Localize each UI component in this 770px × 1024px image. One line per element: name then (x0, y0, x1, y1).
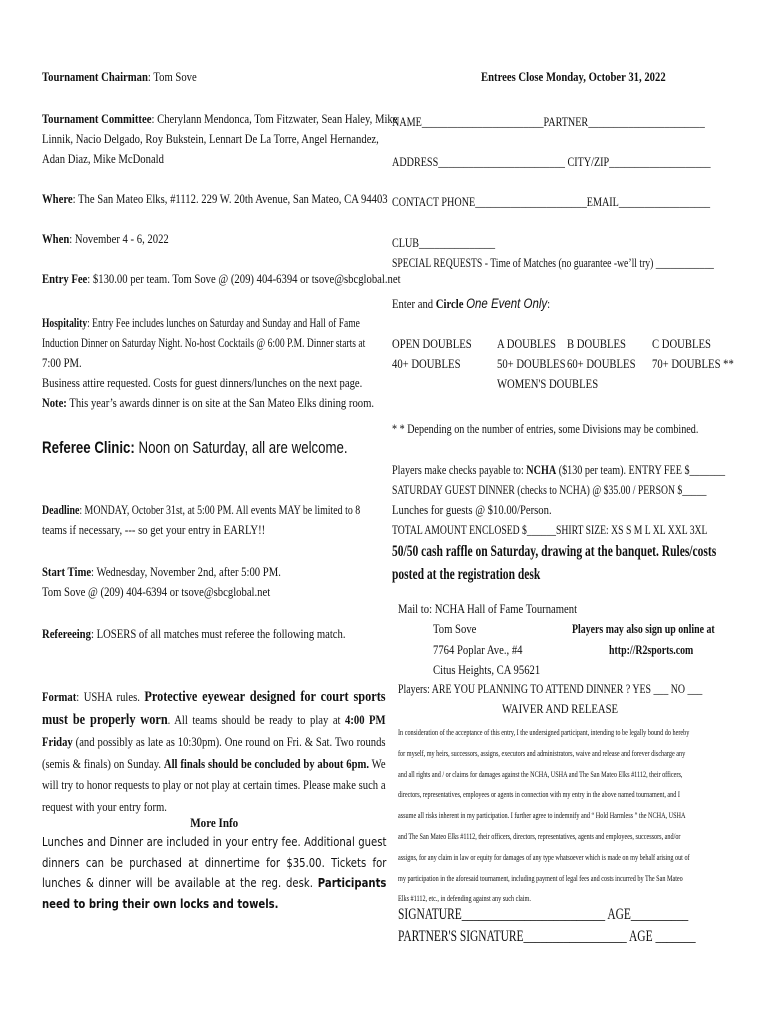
enter-suffix: : (547, 296, 551, 311)
more-info-heading (42, 813, 386, 833)
contact-email-field[interactable] (392, 192, 732, 212)
event-b-doubles[interactable]: B DOUBLES (567, 336, 626, 351)
hospitality-line-2: Induction Dinner on Saturday Night. No-host Cocktails @ 6:00 P.M. Dinner starts at (42, 335, 366, 350)
start-time-block (42, 562, 386, 602)
raffle-line-1: 50/50 cash raffle on Saturday, drawing at the banquet. Rules/costs (392, 543, 717, 560)
waiver-heading (502, 699, 644, 719)
one-event-only: One Event Only (466, 295, 548, 311)
divisions-note (392, 419, 732, 439)
start-time-line-2: Tom Sove @ (209) 404-6394 or tsove@sbcglobal.net (42, 584, 271, 599)
mail-to-label: Mail to: NCHA Hall of Fame Tournament (398, 601, 578, 616)
referee-clinic-label: Referee Clinic: (42, 438, 135, 457)
entry-fee-label: Entry Fee (42, 271, 88, 286)
entry-fee-value: : $130.00 per team. Tom Sove @ (209) 404-6394 or tsove@sbcglobal.net (87, 271, 401, 286)
event-60-doubles[interactable]: 60+ DOUBLES (567, 356, 636, 371)
note-label: Note: (42, 395, 67, 410)
more-info-bold: Participants need to bring their own locks and towels. (42, 876, 387, 911)
deadline-label: Deadline (42, 502, 80, 517)
name-partner-field[interactable] (392, 112, 732, 132)
waiver-heading-text: WAIVER AND RELEASE (502, 701, 619, 716)
entries-close-heading (481, 67, 706, 87)
hospitality-block (42, 313, 386, 413)
where-line (42, 189, 386, 209)
raffle-block (392, 540, 732, 586)
online-signup-link[interactable]: http://R2sports.com (609, 642, 694, 657)
deadline-block (42, 500, 386, 540)
payments-line-3: Lunches for guests @ $10.00/Person. (392, 502, 552, 517)
committee-block (42, 109, 398, 169)
format-label: Format (42, 689, 77, 704)
more-info-title: More Info (189, 815, 238, 830)
where-value: : The San Mateo Elks, #1112. 229 W. 20th Avenue, San Mateo, CA 94403 (72, 191, 388, 206)
start-time-value: : Wednesday, November 2nd, after 5:00 PM. (91, 564, 281, 579)
format-time: 4:00 PM Friday (42, 711, 386, 749)
club-text: CLUB_______________ (392, 235, 496, 250)
partner-signature-text: PARTNER'S SIGNATURE__________________ AGE _______ (398, 928, 696, 945)
deadline-line-1: : MONDAY, October 31st, at 5:00 PM. All events MAY be limited to 8 (79, 502, 361, 517)
more-info-text: Lunches and Dinner are included in your entry fee. Additional guest dinners can be purchased at dinnertime for $35.00. Tickets for lunches & dinner will be available at the reg. desk. (42, 835, 387, 890)
hospitality-label: Hospitality (42, 315, 88, 330)
ncha-bold: NCHA (526, 462, 557, 477)
chairman-line (42, 67, 386, 87)
partner-signature-field[interactable] (398, 926, 770, 948)
when-line (42, 229, 386, 249)
format-eyewear: Protective eyewear designed for court sports must be properly worn (42, 689, 386, 728)
payments-line-4: TOTAL AMOUNT ENCLOSED $______SHIRT SIZE: XS S M L XL XXL 3XL (392, 522, 708, 537)
committee-line-3: Adan Diaz, Mike McDonald (42, 151, 164, 166)
refereeing-value: : LOSERS of all matches must referee the following match. (90, 626, 346, 641)
payments-line1-post: ($130 per team). ENTRY FEE $_______ (556, 462, 726, 477)
when-label: When (42, 231, 70, 246)
entries-close-text: Entrees Close Monday, October 31, 2022 (481, 69, 666, 84)
committee-line-2: Linnik, Nacio Delgado, Roy Bukstein, Lennart De La Torre, Angel Hernandez, (42, 131, 379, 146)
start-time-label: Start Time (42, 564, 92, 579)
event-50-doubles[interactable]: 50+ DOUBLES (497, 356, 566, 371)
enter-prefix: Enter and (392, 296, 436, 311)
chairman-label: Tournament Chairman (42, 69, 148, 84)
contact-email-text: CONTACT PHONE______________________EMAIL__________________ (392, 194, 711, 209)
more-info-paragraph (42, 832, 386, 914)
referee-clinic-line (42, 436, 386, 459)
hospitality-line-1: : Entry Fee includes lunches on Saturday and Sunday and Hall of Fame (87, 315, 360, 330)
payments-line-2: SATURDAY GUEST DINNER (checks to NCHA) @ $35.00 / PERSON $_____ (392, 482, 707, 497)
signature-text: SIGNATURE_________________________ AGE__________ (398, 906, 689, 923)
committee-label: Tournament Committee (42, 111, 152, 126)
raffle-line-2: posted at the registration desk (392, 566, 541, 583)
format-text-2: . All teams should be ready to play at (167, 711, 346, 727)
mail-name: Tom Sove (433, 621, 477, 636)
event-a-doubles[interactable]: A DOUBLES (497, 336, 556, 351)
deadline-line-2: teams if necessary, --- so get your entry in EARLY!! (42, 522, 266, 537)
dinner-question-text: Players: ARE YOU PLANNING TO ATTEND DINNER ? YES ___ NO ___ (398, 681, 703, 696)
waiver-text: In consideration of the acceptance of this entry, I the undersigned participant, intending to be legally bound do hereby for myself, my heirs, successors, assigns, executors and administrators, waive and release and forever discharge any and all rights and / or claims for damages against the NCHA, USHA and The San Mateo Elks #1112, their officers, directors, representatives, employees or agents in connection with my entry in the above named tournament, and I assume all risks inherent in my participation. I further agree to indemnify and “ Hold Harmless ” the NCHA, USHA and The San Mateo Elks #1112, their officers, directors, representatives, agents and employees, successors, and/or assigns, for any claim in law or equity for damages of any type whatsoever which is made on my behalf arising out of my participation in the aforesaid tournament, including payment of legal fees and costs incurred by The San Mateo Elks #1112, etc., in defending against any such claim. (398, 727, 690, 904)
when-value: : November 4 - 6, 2022 (69, 231, 169, 246)
refereeing-label: Refereeing (42, 626, 91, 641)
address-city-field[interactable] (392, 152, 732, 172)
online-signup-line-1: Players may also sign up online at (572, 621, 715, 636)
payments-block (392, 460, 732, 540)
hospitality-line-4: Business attire requested. Costs for guest dinners/lunches on the next page. (42, 375, 363, 390)
format-text-4: We will try to honor requests to play or not play at certain times. Please make such a request with your entry form. (42, 755, 386, 814)
format-finals: All finals should be concluded by about 6pm. (163, 755, 370, 771)
event-c-doubles[interactable]: C DOUBLES (652, 336, 711, 351)
chairman-value: : Tom Sove (147, 69, 197, 84)
mail-street: 7764 Poplar Ave., #4 (433, 642, 523, 657)
signature-field[interactable] (398, 904, 770, 926)
event-womens-doubles[interactable]: WOMEN'S DOUBLES (497, 376, 599, 391)
dinner-question[interactable] (398, 679, 770, 699)
hospitality-line-3: 7:00 PM. (42, 355, 82, 370)
address-city-text: ADDRESS_________________________ CITY/ZIP____________________ (392, 154, 711, 169)
enter-circle-line (392, 293, 732, 314)
event-open-doubles[interactable]: OPEN DOUBLES (392, 336, 472, 351)
mail-city: Citus Heights, CA 95621 (433, 662, 541, 677)
entry-fee-line (42, 269, 401, 289)
committee-line-1: : Cherylann Mendonca, Tom Fitzwater, Sean Haley, Mike (151, 111, 398, 126)
note-value: This year’s awards dinner is on site at the San Mateo Elks dining room. (66, 395, 375, 410)
format-paragraph (42, 686, 386, 817)
format-text-1: : USHA rules. (76, 689, 145, 704)
name-partner-text: NAME________________________PARTNER_______________________ (392, 114, 705, 129)
special-requests-field[interactable] (392, 253, 732, 273)
format-text-3: (and possibly as late as 10:30pm). One round on Fri. & Sat. Two rounds (semis & finals) on Sunday. (42, 734, 386, 771)
where-label: Where (42, 191, 73, 206)
refereeing-line (42, 624, 386, 644)
divisions-note-text: * * Depending on the number of entries, some Divisions may be combined. (392, 421, 699, 436)
special-requests-text: SPECIAL REQUESTS - Time of Matches (no guarantee -we’ll try) ____________ (392, 255, 714, 270)
payments-line1-pre: Players make checks payable to: (392, 462, 527, 477)
club-field[interactable] (392, 233, 732, 253)
event-70-doubles[interactable]: 70+ DOUBLES ** (652, 356, 734, 371)
referee-clinic-value: Noon on Saturday, all are welcome. (134, 438, 348, 457)
event-40-doubles[interactable]: 40+ DOUBLES (392, 356, 461, 371)
circle-word: Circle (435, 296, 464, 311)
